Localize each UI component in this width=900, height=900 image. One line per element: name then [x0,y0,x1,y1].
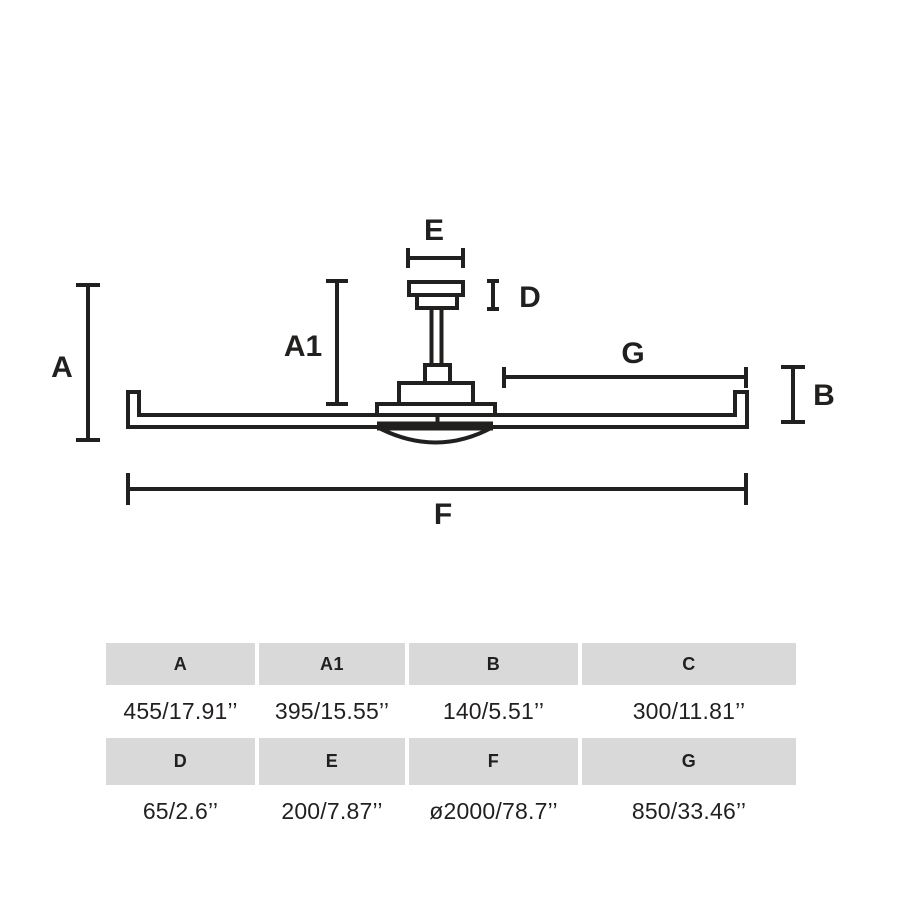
table-header-f: F [409,738,578,785]
rod-coupling [425,365,450,383]
dim-label-A: A [51,351,73,384]
table-header-b: B [409,643,578,685]
dimensions-table [106,643,796,838]
motor-housing [399,383,473,404]
table-value-a1: 395/15.55’’ [259,685,405,738]
dim-label-D: D [519,281,541,314]
table-header-a: A [106,643,255,685]
table-value-a: 455/17.91’’ [106,685,255,738]
dim-D [487,281,499,309]
dim-label-G: G [621,337,645,370]
table-value-d: 65/2.6’’ [106,785,255,838]
dim-A [76,285,100,440]
table-value-c: 300/11.81’’ [582,685,796,738]
table-header-a1: A1 [259,643,405,685]
dim-G [504,367,746,388]
table-value-e: 200/7.87’’ [259,785,405,838]
dim-B [781,367,805,422]
table-header-g: G [582,738,796,785]
light-kit-band [377,422,493,431]
table-header-e: E [259,738,405,785]
table-value-g: 850/33.46’’ [582,785,796,838]
dim-label-F: F [433,498,453,531]
table-header-d: D [106,738,255,785]
dim-E [408,248,463,268]
canopy-lower [417,295,457,308]
table-value-b: 140/5.51’’ [409,685,578,738]
dim-label-A1: A1 [283,330,323,363]
dim-A1 [326,281,348,404]
dim-label-B: B [813,379,835,412]
table-header-c: C [582,643,796,685]
dim-label-E: E [423,214,445,247]
motor-base-plate [377,404,495,415]
table-value-f: ø2000/78.7’’ [409,785,578,838]
